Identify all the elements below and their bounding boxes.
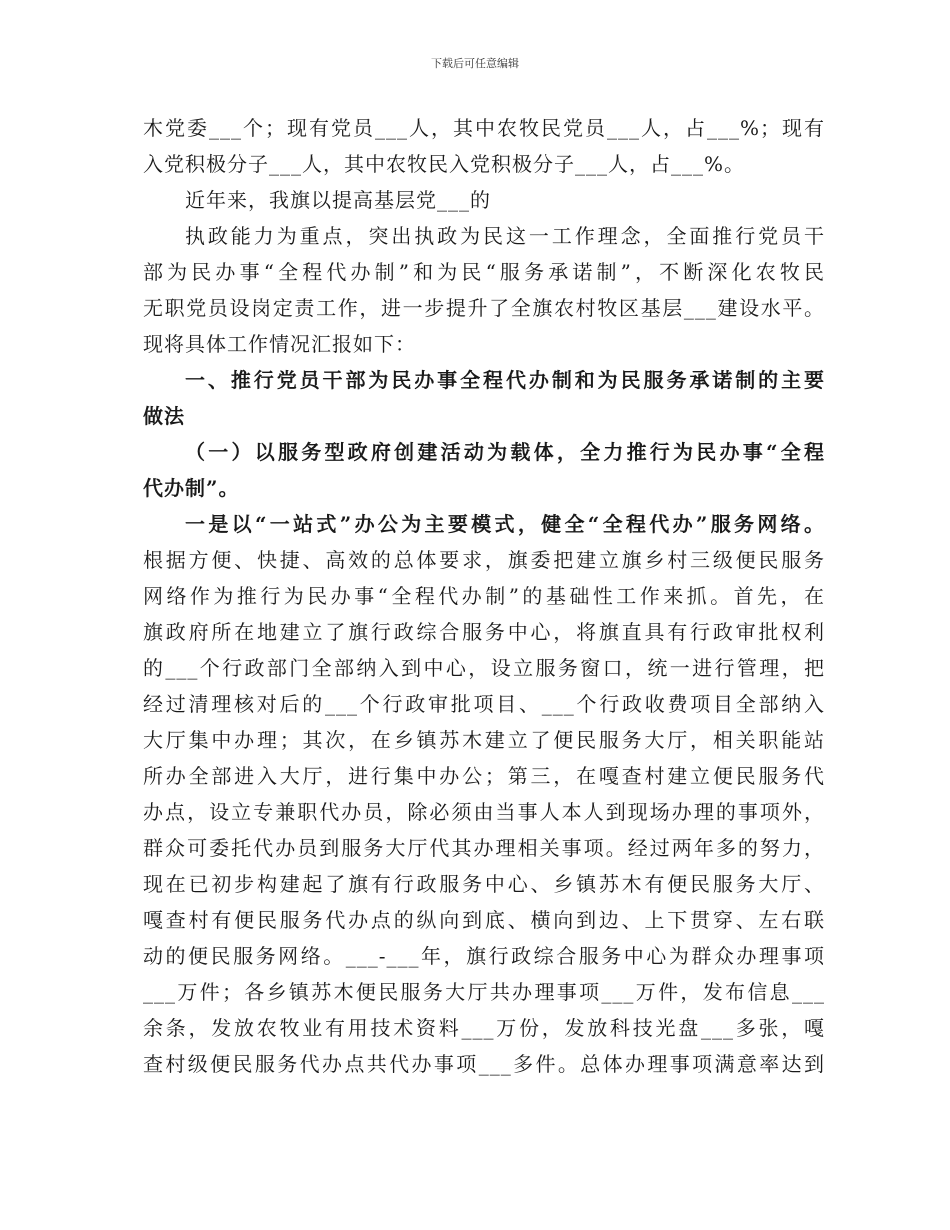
subsection-heading: 代办制”。 [143, 476, 240, 500]
paragraph-line: 经过清理核对后的___个行政审批项目、___个行政收费项目全部纳入 [143, 692, 825, 716]
paragraph-line: 近年来，我旗以提高基层党___的 [185, 188, 491, 212]
section-heading: 做法 [143, 404, 185, 428]
paragraph-line: 查村级便民服务代办点共代办事项___多件。总体办理事项满意率达到 [143, 1052, 825, 1076]
paragraph-line: 部为民办事“全程代办制”和为民“服务承诺制”，不断深化农牧民 [143, 260, 825, 284]
paragraph-line: 网络作为推行为民办事“全程代办制”的基础性工作来抓。首先，在 [143, 584, 825, 608]
paragraph-line: 无职党员设岗定责工作，进一步提升了全旗农村牧区基层___建设水平。 [143, 296, 825, 320]
paragraph-line: 的___个行政部门全部纳入到中心，设立服务窗口，统一进行管理，把 [143, 656, 825, 680]
paragraph-line: 现在已初步构建起了旗有行政服务中心、乡镇苏木有便民服务大厅、 [143, 872, 825, 896]
page-header: 下载后可任意编辑 [431, 57, 519, 70]
point-heading: 一是以“一站式”办公为主要模式，健全“全程代办”服务网络。 [185, 512, 825, 536]
paragraph-line: 现将具体工作情况汇报如下： [143, 332, 416, 356]
paragraph-line: 木党委___个；现有党员___人，其中农牧民党员___人，占___%；现有 [143, 116, 825, 140]
subsection-heading: （一）以服务型政府创建活动为载体，全力推行为民办事“全程 [185, 440, 825, 464]
document-body [143, 110, 825, 1082]
paragraph-line: 大厅集中办理；其次，在乡镇苏木建立了便民服务大厅，相关职能站 [143, 728, 825, 752]
paragraph-line: 办点，设立专兼职代办员，除必须由当事人本人到现场办理的事项外， [143, 800, 825, 824]
paragraph-line: 执政能力为重点，突出执政为民这一工作理念，全面推行党员干 [185, 224, 825, 248]
paragraph-line: 入党积极分子___人，其中农牧民入党积极分子___人，占___%。 [143, 152, 746, 176]
paragraph-line: 旗政府所在地建立了旗行政综合服务中心，将旗直具有行政审批权利 [143, 620, 825, 644]
paragraph-line: 群众可委托代办员到服务大厅代其办理相关事项。经过两年多的努力， [143, 836, 825, 860]
paragraph-line: 余条，发放农牧业有用技术资料___万份，发放科技光盘___多张，嘎 [143, 1016, 825, 1040]
paragraph-line: 所办全部进入大厅，进行集中办公；第三，在嘎查村建立便民服务代 [143, 764, 825, 788]
paragraph-line: 根据方便、快捷、高效的总体要求，旗委把建立旗乡村三级便民服务 [143, 548, 825, 572]
paragraph-line: ___万件；各乡镇苏木便民服务大厅共办理事项___万件，发布信息___ [143, 980, 825, 1004]
section-heading: 一、推行党员干部为民办事全程代办制和为民服务承诺制的主要 [185, 368, 825, 392]
paragraph-line: 动的便民服务网络。___-___年，旗行政综合服务中心为群众办理事项 [143, 944, 825, 968]
paragraph-line: 嘎查村有便民服务代办点的纵向到底、横向到边、上下贯穿、左右联 [143, 908, 825, 932]
